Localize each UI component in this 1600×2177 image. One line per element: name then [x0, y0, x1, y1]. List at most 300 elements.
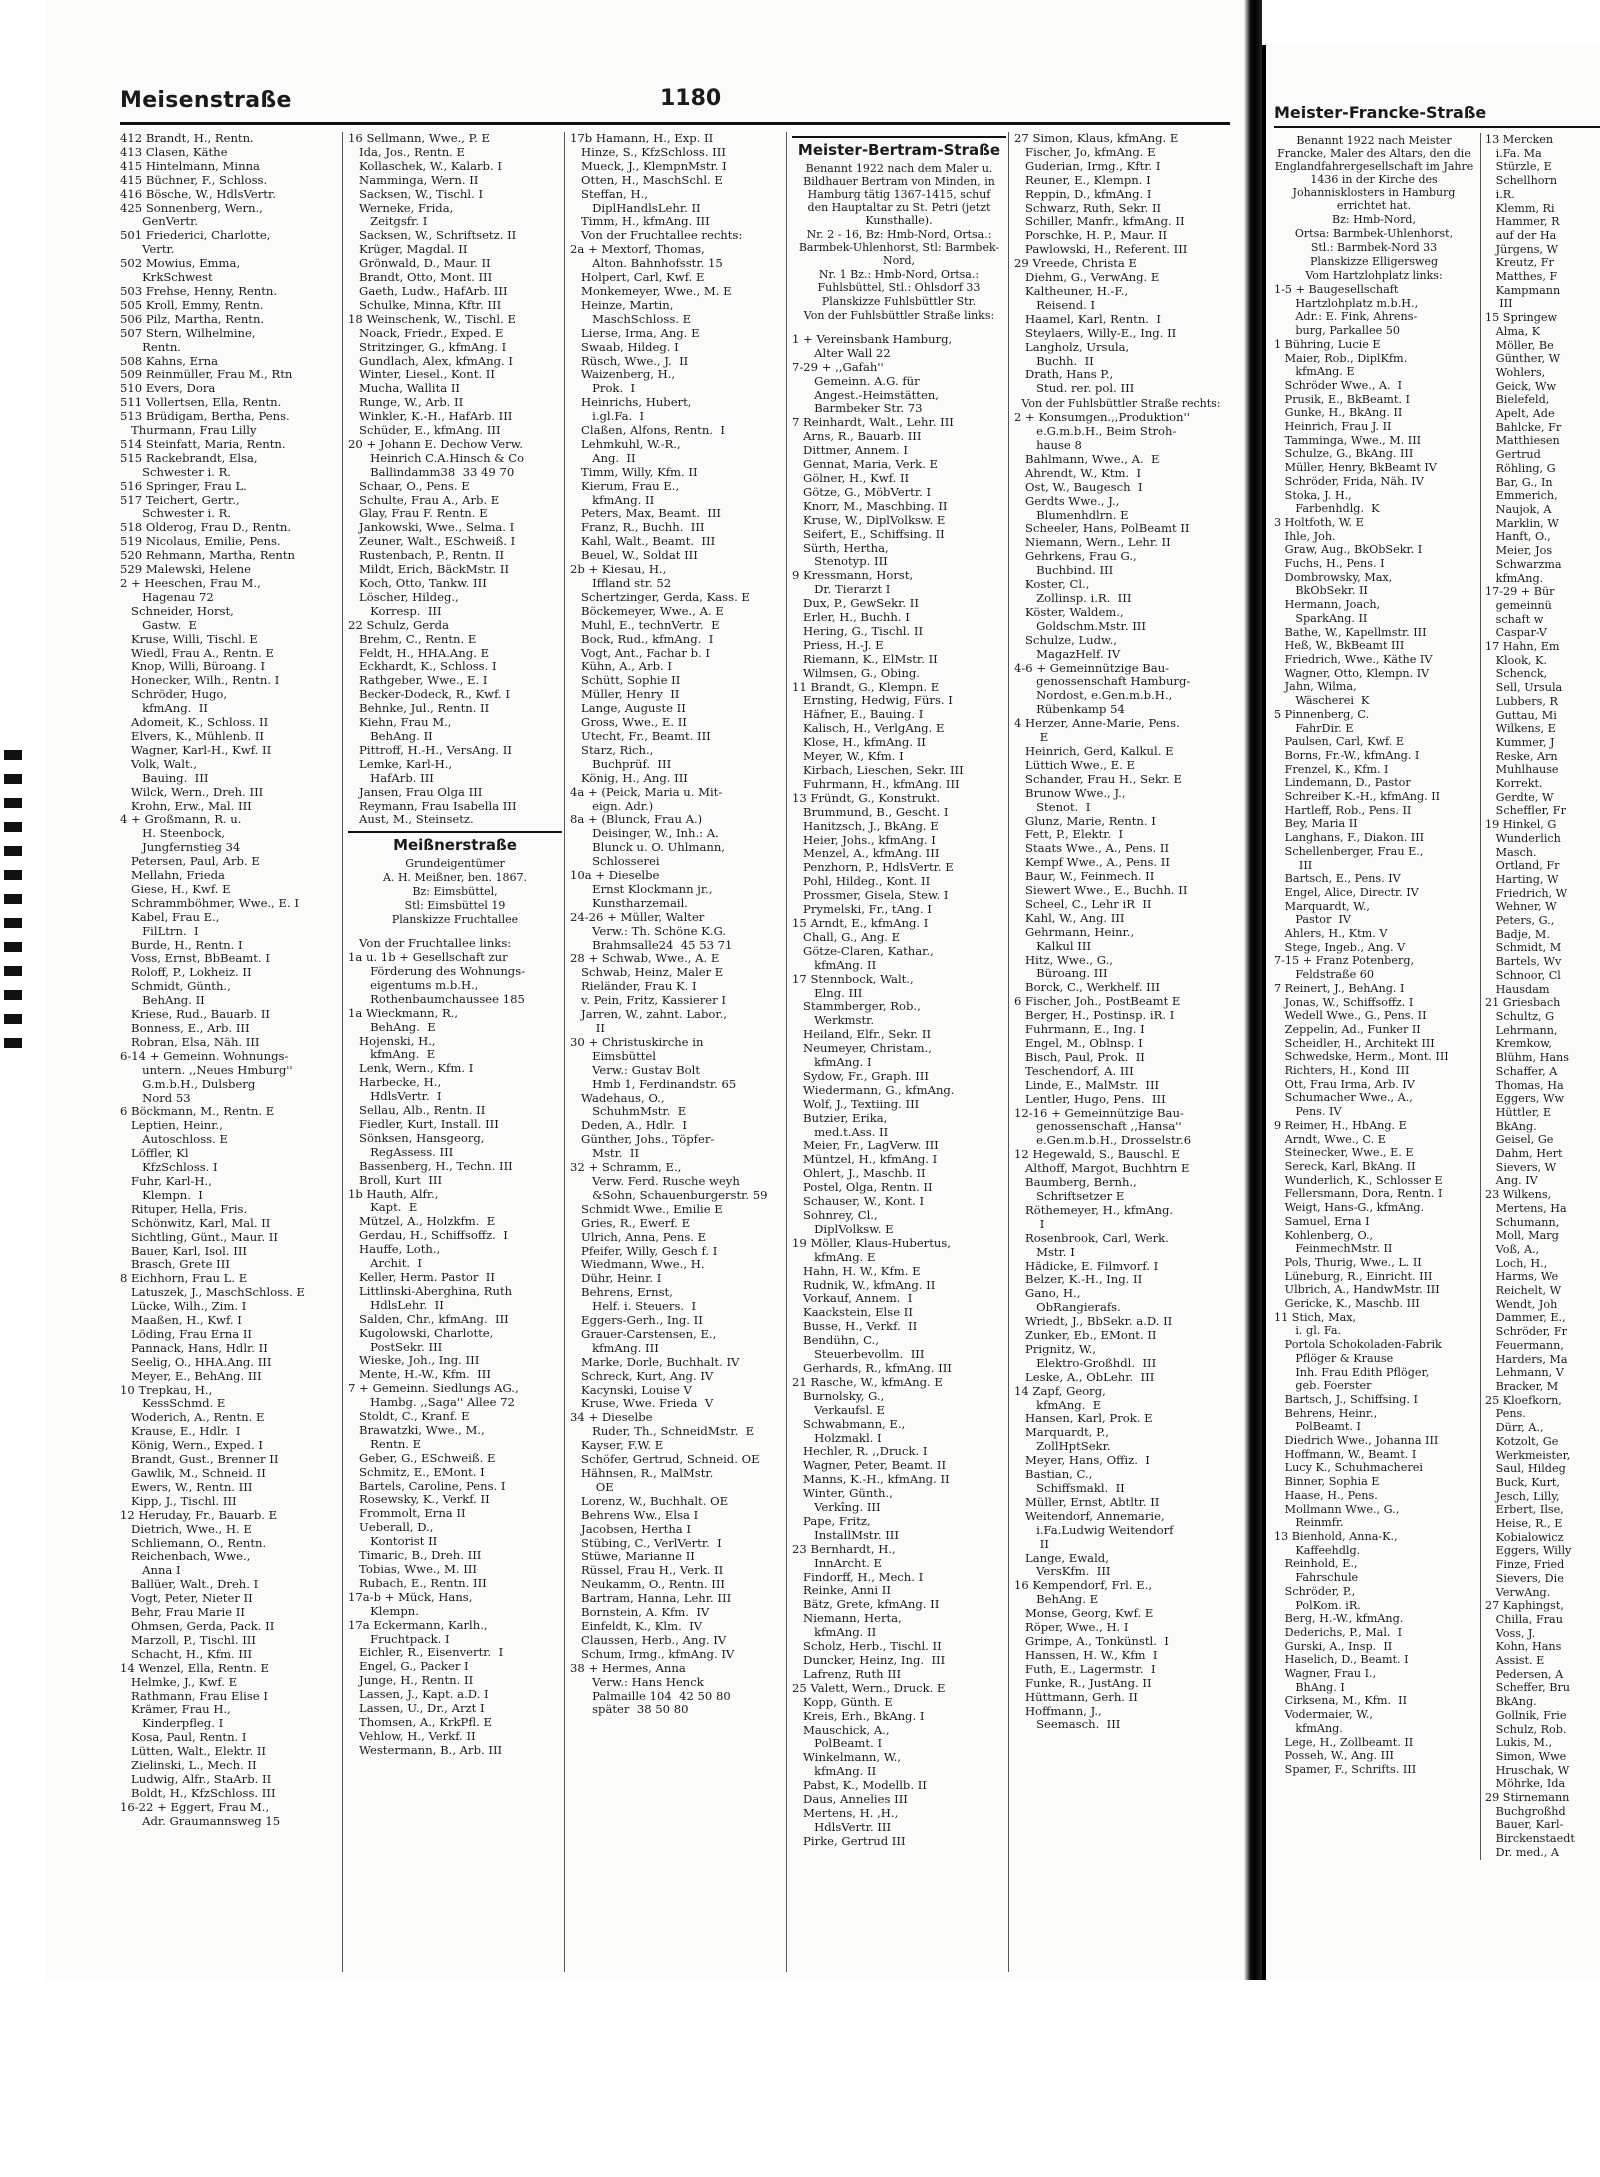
- directory-entry: Wilkens, E: [1485, 722, 1556, 736]
- directory-entry: Gehrmann, Heinr.,: [1014, 924, 1135, 939]
- directory-entry: Petersen, Paul, Arb. E: [120, 854, 260, 869]
- directory-entry: Maaßen, H., Kwf. I: [120, 1313, 242, 1328]
- directory-entry: 17 Hahn, Em: [1485, 640, 1560, 654]
- street-info-line: Stl: Eimsbüttel 19: [404, 899, 506, 913]
- directory-entry: Funke, R., JustAng. II: [1014, 1675, 1152, 1690]
- directory-entry: BehAng. II: [120, 993, 205, 1008]
- street-info-line: Von der Fuhlsbüttler Straße rechts:: [1021, 397, 1221, 411]
- directory-entry: Farbenhdlg. K: [1274, 502, 1380, 516]
- directory-entry: Weigt, Hans-G., kfmAng.: [1274, 1201, 1425, 1215]
- directory-entry: Hechler, R. ,,Druck. I: [792, 1444, 928, 1459]
- directory-entry: Bauer, Karl-: [1485, 1818, 1564, 1832]
- left-page: [46, 0, 1256, 1980]
- street-info-line: Nr. 2 - 16, Bz: Hmb-Nord, Ortsa.: Barmbek-Uhlenhorst, Stl: Barmbek-Nord,: [798, 227, 1000, 267]
- directory-entry: Gawlik, M., Schneid. II: [120, 1466, 266, 1480]
- directory-entry: Ludwig, Alfr., StaArb. II: [120, 1771, 272, 1786]
- directory-entry: Elektro-Großhdl. III: [1014, 1355, 1157, 1370]
- directory-entry: Hähnsen, R., MalMstr.: [570, 1466, 714, 1480]
- directory-entry: Schwab, Heinz, Maler E: [570, 965, 724, 980]
- directory-entry: Von der Fruchtallee rechts:: [570, 228, 743, 243]
- directory-entry: Baur, W., Feinmech. II: [1014, 869, 1155, 884]
- directory-entry: Deden, A., Hdlr. I: [570, 1118, 687, 1133]
- directory-entry: Schnoor, Cl: [1485, 968, 1561, 982]
- directory-entry: Rustenbach, P., Rentn. II: [348, 548, 505, 563]
- street-info-line: Planskizze Fruchtallee: [391, 913, 519, 927]
- directory-entry: Sacksen, W., Tischl. I: [348, 186, 484, 201]
- directory-entry: Häfner, E., Bauing. I: [792, 707, 924, 722]
- directory-entry: Hambg. ,,Saga'' Allee 72: [348, 1395, 515, 1410]
- directory-entry: 7-15 + Franz Potenberg,: [1274, 954, 1415, 968]
- directory-entry: Leptien, Heinr.,: [120, 1118, 223, 1133]
- directory-entry: Buchh. II: [1014, 353, 1094, 368]
- directory-entry: Stoldt, C., Kranf. E: [348, 1409, 470, 1424]
- directory-entry: Niemann, Herta,: [792, 1611, 902, 1626]
- directory-entry: Schreiber K.-H., kfmAng. II: [1274, 790, 1441, 804]
- directory-entry: Spamer, F., Schrifts. III: [1274, 1762, 1417, 1776]
- directory-entry: Hanssen, H. W., Kfm I: [1014, 1647, 1158, 1662]
- directory-entry: Rüssel, Frau H., Verk. II: [570, 1563, 724, 1578]
- directory-entry: Verw.: Hans Henck: [570, 1674, 704, 1689]
- directory-entry: Rituper, Hella, Fris.: [120, 1201, 248, 1216]
- directory-entry: Hmb 1, Ferdinandstr. 65: [570, 1076, 737, 1091]
- directory-entry: i.R.: [1485, 187, 1515, 201]
- directory-entry: Schriftsetzer E: [1014, 1188, 1125, 1203]
- directory-entry: Pape, Fritz,: [792, 1513, 871, 1528]
- directory-entry: Graw, Aug., BkObSekr. I: [1274, 543, 1423, 557]
- directory-entry: Borns, Fr.-W., kfmAng. I: [1274, 748, 1420, 762]
- directory-entry: Postel, Olga, Rentn. II: [792, 1180, 933, 1195]
- directory-entry: Blumenhdlrn. E: [1014, 507, 1129, 522]
- directory-entry: Stoka, J. H.,: [1274, 488, 1352, 502]
- directory-entry: HdlsVertr. III: [792, 1819, 892, 1834]
- directory-entry: Paulsen, Carl, Kwf. E: [1274, 735, 1405, 749]
- directory-entry: Buck, Kurt,: [1485, 1475, 1560, 1489]
- directory-entry: Badje, M.: [1485, 927, 1550, 941]
- directory-entry: Sell, Ursula: [1485, 681, 1563, 695]
- directory-entry: Dürr, A.,: [1485, 1421, 1544, 1435]
- directory-entry: Schröder, P.,: [1274, 1584, 1356, 1598]
- directory-entry: Schröder Wwe., A. I: [1274, 378, 1403, 392]
- directory-entry: Reppin, D., kfmAng. I: [1014, 186, 1152, 201]
- directory-entry: Röthemeyer, H., kfmAng.: [1014, 1202, 1174, 1217]
- directory-entry: Pirke, Gertrud III: [792, 1833, 906, 1848]
- directory-entry: Pittroff, H.-H., VersAng. II: [348, 742, 512, 757]
- directory-entry: Knop, Willi, Büroang. I: [120, 659, 266, 674]
- directory-entry: Voss, J.: [1485, 1626, 1536, 1640]
- directory-entry: Hüttmann, Gerh. II: [1014, 1689, 1138, 1704]
- directory-entry: Ang. IV: [1485, 1174, 1538, 1188]
- directory-entry: Lorenz, W., Buchhalt. OE: [570, 1493, 729, 1508]
- directory-entry: VerwAng.: [1485, 1585, 1551, 1599]
- directory-entry: Pohl, Hildeg., Kont. II: [792, 874, 931, 889]
- page-number: 1180: [660, 86, 722, 111]
- directory-entry: 7 Reinert, J., BehAng. I: [1274, 981, 1405, 995]
- directory-entry: III: [1485, 297, 1513, 311]
- directory-entry: Rentn. E: [348, 1436, 422, 1451]
- directory-entry: Lücke, Wilh., Zim. I: [120, 1299, 247, 1314]
- directory-entry: Reisend. I: [1014, 297, 1096, 312]
- directory-entry: BehAng. II: [348, 728, 433, 743]
- directory-entry: Wieske, Joh., Ing. III: [348, 1353, 480, 1368]
- directory-entry: Wilmsen, G., Obing.: [792, 665, 920, 680]
- directory-entry: Rathmann, Frau Elise I: [120, 1688, 268, 1703]
- directory-entry: Löding, Frau Erna II: [120, 1326, 253, 1341]
- directory-entry: Hanft, O.,: [1485, 530, 1551, 544]
- directory-entry: Haselich, D., Beamt. I: [1274, 1653, 1409, 1667]
- directory-entry: Reuner, E., Klempn. I: [1014, 172, 1151, 187]
- directory-entry: Bartsch, E., Pens. IV: [1274, 872, 1401, 886]
- directory-entry: kfmAng. II: [792, 957, 877, 972]
- directory-entry: Löffler, Kl: [120, 1146, 189, 1161]
- directory-entry: Schliemann, O., Rentn.: [120, 1535, 267, 1550]
- directory-entry: Pflöger & Krause: [1274, 1351, 1394, 1365]
- directory-entry: Kahl, W., Ang. III: [1014, 910, 1125, 925]
- directory-entry: 34 + Dieselbe: [570, 1410, 653, 1425]
- directory-entry: Fellersmann, Dora, Rentn. I: [1274, 1187, 1443, 1201]
- directory-entry: kfmAng. E: [348, 1047, 436, 1062]
- directory-entry: Schiffsmakl. II: [1014, 1481, 1125, 1495]
- directory-entry: Monse, Georg, Kwf. E: [1014, 1606, 1154, 1621]
- street-info-line: Bz: Eimsbüttel,: [412, 885, 498, 899]
- directory-entry: Schertzinger, Gerda, Kass. E: [570, 589, 750, 604]
- directory-entry: 23 Bernhardt, H.,: [792, 1541, 896, 1556]
- directory-entry: Wendt, Joh: [1485, 1297, 1558, 1311]
- street-info-line: Ortsa: Barmbek-Uhlenhorst,: [1294, 227, 1454, 240]
- directory-entry: Prossmer, Gisela, Stew. I: [792, 888, 949, 903]
- directory-entry: Mstr. II: [570, 1146, 640, 1161]
- directory-entry: Behrens, Heinr.,: [1274, 1406, 1378, 1420]
- directory-entry: Diedrich Wwe., Johanna III: [1274, 1434, 1439, 1448]
- directory-entry: Dr. med., A: [1485, 1845, 1560, 1859]
- directory-entry: Kiehn, Frau M.,: [348, 715, 452, 730]
- directory-entry: 12-16 + Gemeinnützige Bau-: [1014, 1105, 1184, 1120]
- directory-entry: Schellenberger, Frau E.,: [1274, 844, 1424, 858]
- directory-entry: Rathgeber, Wwe., E. I: [348, 673, 488, 688]
- directory-entry: Kayser, F.W. E: [570, 1438, 664, 1453]
- book-gutter: [1244, 0, 1262, 1980]
- directory-entry: Heinrich C.A.Hinsch & Co: [348, 450, 525, 465]
- directory-entry: Jacobsen, Hertha I: [570, 1521, 691, 1536]
- directory-entry: Dr. Tierarzt I: [792, 582, 891, 597]
- directory-entry: Lange, Ewald,: [1014, 1550, 1109, 1565]
- directory-entry: Helmke, J., Kwf. E: [120, 1674, 238, 1689]
- directory-entry: Porschke, H. P., Maur. II: [1014, 228, 1168, 243]
- directory-entry: Kaltheuner, H.-F.,: [1014, 283, 1129, 298]
- directory-entry: Stammberger, Rob.,: [792, 999, 921, 1014]
- directory-entry: 4-6 + Gemeinnützige Bau-: [1014, 660, 1170, 675]
- directory-entry: Timaric, B., Dreh. III: [348, 1548, 482, 1563]
- directory-entry: Wilck, Wern., Dreh. III: [120, 784, 264, 799]
- directory-entry: Kalisch, H., VerlgAng. E: [792, 721, 945, 736]
- directory-entry: Bisch, Paul, Prok. II: [1014, 1049, 1145, 1064]
- directory-entry: Kummer, J: [1485, 735, 1555, 749]
- directory-entry: Köster, Waldem.,: [1014, 604, 1124, 619]
- directory-entry: kfmAng. E: [1014, 1397, 1102, 1412]
- directory-entry: Prymelski, Fr., tAng. I: [792, 902, 932, 917]
- directory-entry: Schwester i. R.: [120, 464, 231, 479]
- directory-entry: Stürzle, E: [1485, 160, 1552, 174]
- directory-entry: 412 Brandt, H., Rentn.: [120, 132, 254, 145]
- directory-entry: SparkAng. II: [1274, 611, 1368, 625]
- directory-entry: Wagner, Otto, Klempn. IV: [1274, 666, 1430, 680]
- directory-entry: HafArb. III: [348, 770, 434, 785]
- directory-entry: Linde, E., MalMstr. III: [1014, 1077, 1160, 1092]
- directory-entry: FeinmechMstr. II: [1274, 1242, 1393, 1256]
- directory-entry: Scheeler, Hans, PolBeamt II: [1014, 521, 1190, 536]
- directory-entry: Wunderlich, K., Schlosser E: [1274, 1173, 1443, 1187]
- directory-entry: Zunker, Eb., EMont. II: [1014, 1328, 1157, 1343]
- directory-entry: 501 Friederici, Charlotte,: [120, 228, 271, 243]
- directory-entry: Ueberall, D.,: [348, 1520, 434, 1535]
- directory-entry: Vertr.: [120, 242, 175, 257]
- directory-entry: Gundlach, Alex, kfmAng. I: [348, 353, 513, 368]
- directory-entry: Schaar, O., Pens. E: [348, 478, 470, 493]
- directory-entry: 19 Hinkel, G: [1485, 818, 1557, 832]
- directory-entry: 7 Reinhardt, Walt., Lehr. III: [792, 415, 954, 430]
- directory-entry: Klose, H., kfmAng. II: [792, 735, 926, 750]
- directory-entry: Werkmstr.: [792, 1013, 875, 1028]
- directory-entry: Rudnik, W., kfmAng. II: [792, 1277, 936, 1292]
- directory-entry: Wäscherei K: [1274, 694, 1370, 708]
- directory-entry: Weitendorf, Annemarie,: [1014, 1508, 1165, 1523]
- directory-entry: Jürgens, W: [1485, 242, 1559, 256]
- directory-entry: Sönksen, Hansgeorg,: [348, 1130, 485, 1145]
- directory-entry: PolBeamt. I: [792, 1736, 883, 1751]
- directory-entry: Portola Schokoladen-Fabrik: [1274, 1338, 1442, 1352]
- street-info-line: Planskizze Fuhlsbüttler Str.: [821, 294, 977, 308]
- directory-entry: Schröder, Hugo,: [120, 687, 228, 702]
- directory-entry: Wagner, Karl-H., Kwf. II: [120, 742, 272, 757]
- directory-entry: Jarren, W., zahnt. Labor.,: [570, 1007, 727, 1022]
- directory-entry: Pols, Thurig, Wwe., L. II: [1274, 1255, 1422, 1269]
- right-page: [1262, 45, 1600, 1980]
- directory-entry: Thomas, Ha: [1485, 1078, 1564, 1092]
- directory-entry: Kosa, Paul, Rentn. I: [120, 1730, 247, 1745]
- directory-entry: Hauffe, Loth.,: [348, 1242, 441, 1257]
- directory-entry: Rosenbrook, Carl, Werk.: [1014, 1230, 1169, 1245]
- directory-entry: OE: [570, 1479, 614, 1494]
- directory-entry: Wriedt, J., BbSekr. a.D. II: [1014, 1314, 1173, 1329]
- directory-entry: Ballüer, Walt., Dreh. I: [120, 1577, 259, 1592]
- directory-entry: Woderich, A., Rentn. E: [120, 1410, 265, 1425]
- directory-entry: 11 Brandt, G., Klempn. E: [792, 679, 940, 694]
- directory-entry: kfmAng. III: [570, 1340, 659, 1355]
- directory-entry: Buchprüf. III: [570, 756, 672, 771]
- directory-entry: Naujok, A: [1485, 502, 1552, 516]
- directory-entry: kfmAng. II: [792, 1625, 877, 1640]
- directory-entry: Gertrud: [1485, 448, 1541, 462]
- directory-entry: BkAng.: [1485, 1119, 1537, 1133]
- directory-entry: Ernst Klockmann jr.,: [570, 881, 713, 896]
- directory-entry: G.m.b.H., Dulsberg: [120, 1076, 256, 1091]
- directory-entry: Guttau, Mi: [1485, 708, 1557, 722]
- directory-entry: Brummund, B., Gescht. I: [792, 804, 949, 819]
- directory-entry: Saul, Hildeg: [1485, 1462, 1566, 1476]
- directory-entry: Ulrich, Anna, Pens. E: [570, 1229, 707, 1244]
- directory-entry: Meyer, E., BehAng. III: [120, 1368, 262, 1383]
- directory-entry: 10 Trepkau, H.,: [120, 1382, 213, 1397]
- street-info-line: Grundeigentümer: [405, 857, 505, 871]
- directory-entry: Löscher, Hildeg.,: [348, 589, 459, 604]
- directory-entry: Wunderlich: [1485, 831, 1561, 845]
- street-name: Meißnerstraße: [393, 836, 517, 855]
- directory-entry: Günther, Johs., Töpfer-: [570, 1132, 715, 1147]
- directory-entry: BehAng. E: [348, 1019, 436, 1034]
- directory-entry: Angest.-Heimstätten,: [792, 387, 939, 402]
- directory-entry: 4 + Großmann, R. u.: [120, 812, 242, 827]
- directory-entry: Jonas, W., Schiffsoffz. I: [1274, 995, 1414, 1009]
- directory-entry: Vehlow, H., Verkf. II: [348, 1728, 476, 1743]
- directory-entry: Rübenkamp 54: [1014, 702, 1125, 717]
- directory-entry: Kunstharzemail.: [570, 895, 688, 910]
- directory-column: [120, 132, 334, 1972]
- directory-entry: Muhlhause: [1485, 763, 1559, 777]
- directory-entry: Kirbach, Lieschen, Sekr. III: [792, 763, 964, 777]
- directory-entry: Westermann, B., Arb. III: [348, 1742, 503, 1757]
- directory-entry: Brasch, Grete III: [120, 1257, 230, 1272]
- directory-entry: Otten, H., MaschSchl. E: [570, 172, 723, 187]
- directory-entry: 11 Stich, Max,: [1274, 1310, 1357, 1324]
- directory-entry: Eichler, R., Eisenvertr. I: [348, 1645, 504, 1660]
- directory-entry: Holpert, Carl, Kwf. E: [570, 270, 705, 285]
- directory-entry: 7 + Gemeinn. Siedlungs AG.,: [348, 1381, 519, 1396]
- directory-entry: Reichenbach, Wwe.,: [120, 1549, 251, 1564]
- directory-entry: Lehmann, V: [1485, 1366, 1564, 1380]
- directory-entry: Schwarz, Ruth, Sekr. II: [1014, 200, 1162, 215]
- directory-entry: Bathe, W., Kapellmstr. III: [1274, 625, 1427, 639]
- directory-entry: Bastian, C.,: [1014, 1467, 1093, 1482]
- directory-entry: Junge, H., Rentn. II: [348, 1673, 474, 1688]
- directory-entry: 32 + Schramm, E.,: [570, 1160, 682, 1175]
- directory-entry: Fuhrmann, E., Ing. I: [1014, 1022, 1145, 1037]
- directory-entry: Anna I: [120, 1563, 181, 1578]
- directory-entry: Verkîng. III: [792, 1500, 881, 1515]
- directory-entry: med.t.Ass. II: [792, 1124, 889, 1139]
- directory-entry: Verw. Ferd. Rusche weyh: [570, 1173, 740, 1188]
- directory-entry: II: [1014, 1536, 1049, 1551]
- directory-entry: Maier, Rob., DiplKfm.: [1274, 351, 1408, 365]
- directory-entry: Latuszek, J., MaschSchloss. E: [120, 1285, 305, 1300]
- directory-entry: Borck, C., Werkhelf. III: [1014, 980, 1160, 995]
- directory-entry: 18 Weinschenk, W., Tischl. E: [348, 311, 516, 326]
- directory-entry: Cirksena, M., Kfm. II: [1274, 1694, 1408, 1708]
- directory-entry: Schaffer, A: [1485, 1064, 1558, 1078]
- directory-entry: Gerhards, R., kfmAng. III: [792, 1360, 952, 1375]
- directory-entry: Friedrich, W: [1485, 886, 1568, 900]
- directory-entry: Voß, A.,: [1485, 1242, 1540, 1256]
- directory-entry: Dux, P., GewSekr. II: [792, 596, 919, 611]
- directory-entry: Schröder, Fr: [1485, 1325, 1568, 1339]
- directory-entry: Steuerbevollm. III: [792, 1347, 925, 1362]
- directory-entry: Kaffeehdlg.: [1274, 1543, 1361, 1557]
- directory-entry: Dühr, Heinr. I: [570, 1271, 662, 1286]
- directory-entry: 2b + Kiesau, H.,: [570, 562, 667, 577]
- directory-entry: Pens. IV: [1274, 1105, 1342, 1119]
- directory-entry: Leske, A., ObLehr. III: [1014, 1369, 1155, 1384]
- directory-entry: 17-29 + Bür: [1485, 585, 1555, 599]
- directory-entry: Günther, W: [1485, 352, 1561, 366]
- directory-entry: Ernsting, Hedwig, Fürs. I: [792, 693, 953, 708]
- directory-entry: Schwarzma: [1485, 557, 1562, 571]
- directory-entry: Posseh, W., Ang. III: [1274, 1749, 1394, 1763]
- directory-entry: Bahlcke, Fr: [1485, 420, 1562, 434]
- directory-entry: Gunke, H., BkAng. II: [1274, 406, 1403, 420]
- directory-entry: Schulte, Frau A., Arb. E: [348, 492, 500, 507]
- right-page-header: [1274, 103, 1600, 128]
- directory-entry: 16 Kempendorf, Frl. E.,: [1014, 1578, 1153, 1593]
- directory-entry: Noack, Friedr., Exped. E: [348, 325, 504, 340]
- directory-entry: Kreis, Erh., BkAng. I: [792, 1708, 925, 1723]
- directory-entry: Kempf Wwe., A., Pens. II: [1014, 855, 1170, 870]
- directory-entry: Prusik, E., BkBeamt. I: [1274, 392, 1410, 406]
- directory-entry: Rosewsky, K., Verkf. II: [348, 1492, 490, 1507]
- directory-entry: &Sohn, Schauenburgerstr. 59: [570, 1187, 768, 1202]
- directory-entry: genossenschaft Hamburg-: [1014, 674, 1191, 689]
- directory-entry: Behr, Frau Marie II: [120, 1605, 245, 1620]
- directory-entry: Bartram, Hanna, Lehr. III: [570, 1591, 732, 1606]
- directory-entry: Frenzel, K., Kfm. I: [1274, 762, 1389, 776]
- directory-entry: Winkelmann, W.,: [792, 1750, 902, 1765]
- directory-entry: Ewers, W., Rentn. III: [120, 1479, 253, 1494]
- directory-entry: Bahlmann, Wwe., A. E: [1014, 451, 1160, 466]
- binding-stripes: [4, 750, 22, 1050]
- directory-entry: Gollnik, Frie: [1485, 1708, 1567, 1722]
- directory-entry: Harms, We: [1485, 1270, 1559, 1284]
- directory-entry: Goldschm.Mstr. III: [1014, 618, 1146, 633]
- directory-entry: Bock, Rud., kfmAng. I: [570, 631, 714, 646]
- directory-entry: 23 Wilkens,: [1485, 1188, 1552, 1202]
- directory-entry: Schütt, Sophie II: [570, 673, 681, 688]
- directory-entry: Korrekt.: [1485, 777, 1543, 791]
- directory-entry: Schellhorn: [1485, 174, 1558, 188]
- directory-entry: Vorkauf, Annem. I: [792, 1291, 913, 1306]
- directory-entry: Ott, Frau Irma, Arb. IV: [1274, 1077, 1415, 1091]
- directory-entry: Wagner, Frau I.,: [1274, 1667, 1377, 1681]
- directory-entry: Hojenski, H.,: [348, 1033, 436, 1048]
- directory-entry: RegAssess. III: [348, 1144, 454, 1159]
- directory-entry: Drath, Hans P.,: [1014, 367, 1114, 382]
- directory-entry: Kinderpfleg. I: [120, 1716, 224, 1731]
- directory-entry: 503 Frehse, Henny, Rentn.: [120, 283, 278, 298]
- directory-entry: Klempn.: [348, 1603, 419, 1618]
- directory-entry: 7-29 + ,,Gafah'': [792, 359, 884, 374]
- directory-column: [1008, 132, 1228, 1972]
- directory-entry: Schwedske, Herm., Mont. III: [1274, 1050, 1449, 1064]
- directory-entry: Heier, Johs., kfmAng. I: [792, 832, 936, 847]
- directory-entry: BehAng. E: [1014, 1592, 1099, 1607]
- directory-entry: 515 Rackebrandt, Elsa,: [120, 450, 258, 465]
- directory-entry: 4 Herzer, Anne-Marie, Pens.: [1014, 716, 1180, 731]
- directory-entry: kfmAng.: [1485, 571, 1544, 585]
- directory-entry: Engel, M., Oblnsp. I: [1014, 1036, 1143, 1050]
- directory-entry: Matthiesen: [1485, 434, 1560, 448]
- directory-entry: Ost, W., Baugesch I: [1014, 479, 1143, 494]
- directory-entry: Menzel, A., kfmAng. III: [792, 846, 940, 861]
- scan-bottom-margin: [46, 1980, 1600, 2177]
- directory-entry: Inh. Frau Edith Pflöger,: [1274, 1365, 1430, 1379]
- directory-entry: Steylaers, Willy-E., Ing. II: [1014, 325, 1177, 340]
- directory-entry: VersKfm. III: [1014, 1564, 1111, 1579]
- directory-entry: eign. Adr.): [570, 798, 654, 813]
- directory-entry: Marklin, W: [1485, 516, 1559, 530]
- directory-entry: 1-5 + Baugesellschaft: [1274, 283, 1399, 296]
- directory-entry: e.Gen.m.b.H., Drosselstr.6: [1014, 1133, 1192, 1148]
- directory-entry: genossenschaft ,,Hansa'': [1014, 1119, 1182, 1134]
- directory-entry: Lassen, U., Dr., Arzt I: [348, 1701, 485, 1716]
- directory-entry: später 38 50 80: [570, 1702, 689, 1717]
- directory-entry: Simon, Wwe: [1485, 1749, 1567, 1763]
- directory-entry: Dittmer, Annem. I: [792, 443, 908, 458]
